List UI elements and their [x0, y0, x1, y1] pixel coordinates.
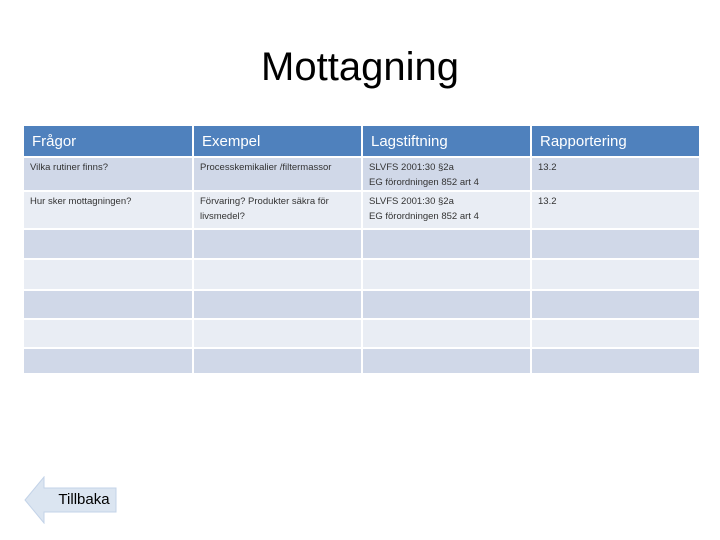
table-cell-empty — [23, 259, 193, 290]
column-header-rapportering: Rapportering — [531, 125, 700, 157]
example-line: Förvaring? Produkter säkra för — [200, 196, 329, 207]
example-line: livsmedel? — [200, 211, 245, 222]
table-cell-empty — [531, 319, 700, 348]
column-header-fragor: Frågor — [23, 125, 193, 157]
table-row — [23, 229, 700, 259]
table-cell-question: Vilka rutiner finns? — [23, 157, 193, 191]
table-row — [23, 259, 700, 290]
table-cell-empty — [531, 348, 700, 374]
legislation-line: EG förordningen 852 art 4 — [369, 211, 479, 222]
table-cell-empty — [193, 290, 362, 319]
table-cell-empty — [362, 348, 531, 374]
legislation-line: SLVFS 2001:30 §2a — [369, 162, 454, 173]
table-cell-empty — [23, 290, 193, 319]
table-row — [23, 191, 700, 229]
column-header-lagstiftning: Lagstiftning — [362, 125, 531, 157]
legislation-line: SLVFS 2001:30 §2a — [369, 196, 454, 207]
table-cell-legislation — [362, 191, 531, 229]
table-cell-empty — [531, 290, 700, 319]
table-cell-empty — [23, 319, 193, 348]
table-cell-empty — [362, 229, 531, 259]
table-cell-empty — [193, 259, 362, 290]
table-cell-empty — [23, 348, 193, 374]
page-title: Mottagning — [261, 45, 459, 89]
table-row — [23, 290, 700, 319]
table-cell-question: Hur sker mottagningen? — [23, 191, 193, 229]
table-cell-legislation — [362, 157, 531, 191]
table-cell-empty — [193, 319, 362, 348]
table-cell-empty — [193, 348, 362, 374]
table-header-row — [23, 125, 700, 157]
table-cell-empty — [362, 259, 531, 290]
table-cell-empty — [23, 229, 193, 259]
table-cell-reporting: 13.2 — [531, 157, 700, 191]
legislation-line: EG förordningen 852 art 4 — [369, 177, 479, 188]
column-header-exempel: Exempel — [193, 125, 362, 157]
back-button-label: Tillbaka — [58, 491, 110, 508]
questions-table — [22, 124, 701, 375]
table-cell-empty — [362, 319, 531, 348]
table-cell-empty — [531, 259, 700, 290]
table-cell-empty — [531, 229, 700, 259]
table-row — [23, 157, 700, 191]
back-button[interactable] — [24, 476, 124, 524]
table-cell-example — [193, 191, 362, 229]
table-cell-reporting: 13.2 — [531, 191, 700, 229]
table-row — [23, 319, 700, 348]
table-cell-empty — [193, 229, 362, 259]
table-cell-empty — [362, 290, 531, 319]
table-cell-example: Processkemikalier /filtermassor — [193, 157, 362, 191]
table-row — [23, 348, 700, 374]
